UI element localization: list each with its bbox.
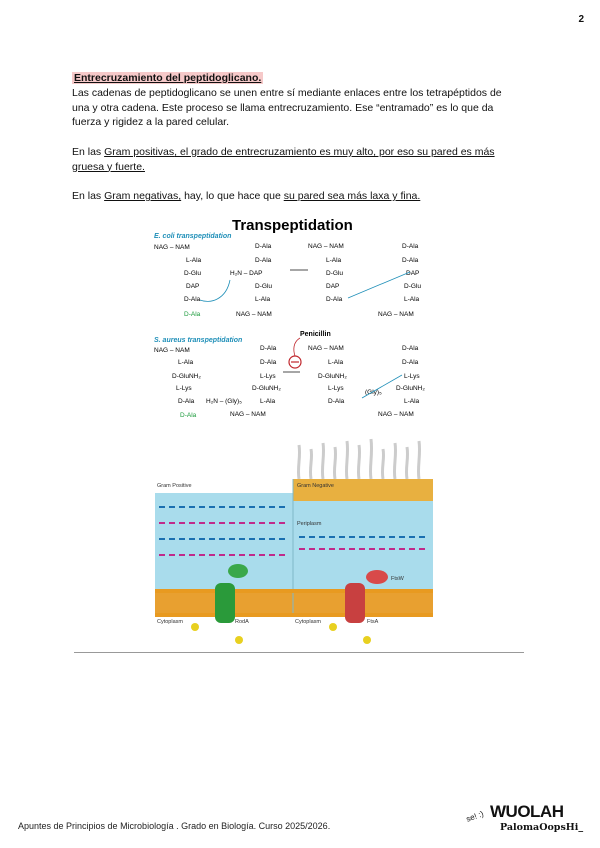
gram-positive-term: Gram positivas [104,146,175,158]
doodle: se! :) [464,809,485,824]
svg-text:DAP: DAP [326,283,340,290]
gram-negative-label: Gram Negative [297,483,334,489]
saureus-right-column [308,345,425,418]
ecoli-left-column [184,257,202,318]
svg-text:L-Ala: L-Ala [328,359,344,366]
svg-text:D-Ala: D-Ala [178,398,195,405]
svg-text:D-GluNH₂: D-GluNH₂ [172,373,201,380]
svg-text:L-Ala: L-Ala [178,359,194,366]
svg-text:NAG – NAM: NAG – NAM [154,347,190,354]
svg-text:D-Ala: D-Ala [402,257,419,264]
paragraph-gram-positive [72,145,532,174]
cytoplasm-label: Cytoplasm [295,619,321,625]
text: hay, lo que hace que [181,190,284,202]
paragraph-line: Las cadenas de peptidoglicano se unen entre sí mediante enlaces entre los tetrapéptidos de [72,87,502,99]
svg-text:D-Ala: D-Ala [184,311,201,318]
ecoli-label: E. coli transpeptidation [154,233,232,240]
svg-text:D-GluNH₂: D-GluNH₂ [318,373,347,380]
figure-title: Transpeptidation [232,217,353,234]
text: , el grado de entrecruzamiento es muy alto, por eso su pared es más [174,146,495,158]
nag-nam-label: NAG – NAM [154,244,190,251]
gram-negative-term: Gram negativas, [104,190,182,202]
svg-text:L-Ala: L-Ala [186,257,202,264]
svg-text:L-Ala: L-Ala [255,296,271,303]
roda-label: RodA [235,619,249,625]
paragraph-line: fuerza y rigidez a la pared celular. [72,116,230,128]
svg-text:D-GluNH₂: D-GluNH₂ [396,385,425,392]
svg-text:D-Ala: D-Ala [328,398,345,405]
periplasm-label: Periplasm [297,521,322,527]
svg-text:H₂N – (Gly)₅: H₂N – (Gly)₅ [206,398,242,405]
svg-text:D-Ala: D-Ala [255,243,272,250]
svg-text:L-Ala: L-Ala [404,296,420,303]
gram-positive-label: Gram Positive [157,483,192,489]
transporter-protein [215,583,235,623]
lps-decoration [298,439,419,479]
svg-text:L-Lys: L-Lys [404,373,420,380]
svg-text:D-Glu: D-Glu [184,270,201,277]
paragraph-line: gruesa y fuerte. [72,160,145,173]
saureus-label: S. aureus transpeptidation [154,337,243,344]
svg-text:DAP: DAP [186,283,200,290]
svg-text:NAG – NAM: NAG – NAM [308,243,344,250]
svg-text:D-Ala: D-Ala [260,345,277,352]
wuolah-logo: WUOLAH [490,802,564,821]
svg-text:L-Ala: L-Ala [404,398,420,405]
svg-text:NAG – NAM: NAG – NAM [236,311,272,318]
ecoli-mid-column [230,243,272,318]
svg-text:L-Ala: L-Ala [260,398,276,405]
svg-text:L-Lys: L-Lys [260,373,276,380]
svg-text:D-Ala: D-Ala [326,296,343,303]
paragraph-gram-negative [72,189,532,204]
page-number: 2 [578,14,584,25]
transpeptidation-figure [150,212,450,427]
svg-text:DAP: DAP [406,270,420,277]
ftsa-label: FtsA [367,619,379,625]
paragraph-line: una y otra cadena. Este proceso se llama entrecruzamiento. Ese “entramado” es lo que da [72,101,494,114]
svg-text:NAG – NAM: NAG – NAM [230,411,266,418]
penicillin-label: Penicillin [300,331,331,338]
svg-text:NAG – NAM: NAG – NAM [378,411,414,418]
divider-line [74,652,524,653]
svg-text:D-Ala: D-Ala [402,243,419,250]
svg-text:L-Ala: L-Ala [326,257,342,264]
svg-text:D-GluNH₂: D-GluNH₂ [252,385,281,392]
svg-text:D-Glu: D-Glu [255,283,272,290]
text: En las [72,190,105,202]
svg-text:L-Lys: L-Lys [176,385,192,392]
svg-text:D-Ala: D-Ala [402,359,419,366]
svg-text:D-Glu: D-Glu [326,270,343,277]
svg-text:D-Ala: D-Ala [260,359,277,366]
footer-text: Apuntes de Principios de Microbiología . Grado en Biología. Curso 2025/2026. [18,821,331,831]
thin-wall-phrase: su pared sea más laxa y fina. [283,190,421,202]
section-heading: Entrecruzamiento del peptidoglicano. [74,72,262,84]
svg-text:D-Ala: D-Ala [402,345,419,352]
text: En las [72,146,105,158]
cell-wall-illustration [155,437,433,652]
saureus-mid-column [206,345,281,418]
svg-text:(Gly)₅: (Gly)₅ [365,389,382,396]
svg-text:NAG – NAM: NAG – NAM [378,311,414,318]
svg-text:D-Glu: D-Glu [404,283,421,290]
svg-text:H₂N – DAP: H₂N – DAP [230,270,263,277]
svg-text:L-Lys: L-Lys [328,385,344,392]
svg-text:D-Ala: D-Ala [180,412,197,419]
saureus-left-column [172,359,201,419]
user-handle: PalomaOopsHi_ [500,822,584,833]
svg-text:D-Ala: D-Ala [255,257,272,264]
transporter-protein [345,583,365,623]
ecoli-right-column [308,243,421,318]
svg-text:NAG – NAM: NAG – NAM [308,345,344,352]
cytoplasm-label: Cytoplasm [157,619,183,625]
paragraph-crosslinking [72,86,532,130]
ftsw-label: FtsW [391,576,404,582]
svg-text:D-Ala: D-Ala [184,296,201,303]
